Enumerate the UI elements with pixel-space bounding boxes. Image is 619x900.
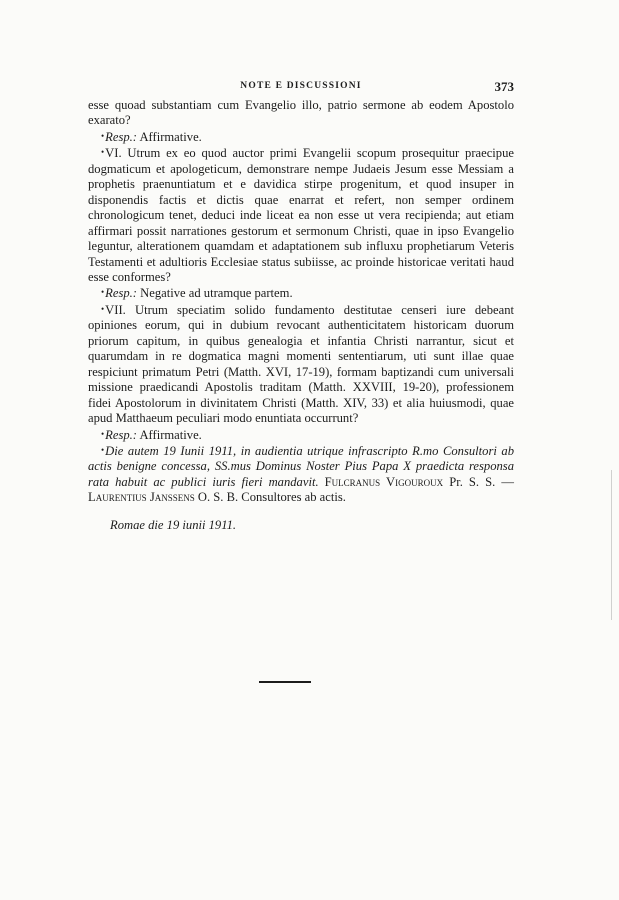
scan-margin-line: [611, 470, 612, 620]
decree-text: Die autem 19 Iunii 1911, in audientia utrique infrascripto R.mo Consultori ab actis benigne concessa, SS.mus Dominus Noster Pius Papa X praedicta responsa rata habuit ac publici iuris fieri mandavit.: [88, 443, 514, 489]
body-text: [88, 98, 514, 533]
bullet-mark: •: [101, 287, 105, 298]
response-text: Affirmative.: [136, 427, 202, 442]
running-title: NOTE E DISCUSSIONI: [240, 81, 362, 91]
response-text: Affirmative.: [136, 129, 202, 144]
page-number: 373: [494, 79, 514, 94]
spacer: [88, 506, 514, 518]
response-2: [88, 285, 514, 301]
bullet-mark: •: [101, 130, 105, 141]
response-label: Resp.:: [105, 286, 137, 301]
question-6: [88, 145, 514, 285]
bullet-mark: •: [101, 428, 105, 439]
paragraph-continuation: esse quoad substantiam cum Evangelio illo, patrio sermone ab eodem Apostolo exarato?: [88, 98, 514, 128]
signer-2-name: Laurentius Janssens: [88, 490, 195, 505]
response-3: [88, 427, 514, 443]
response-text: Negative ad utramque partem.: [136, 286, 293, 301]
date-line: Romae die 19 iunii 1911.: [110, 517, 237, 532]
signer-1-title: Pr. S. S. —: [443, 474, 514, 489]
bullet-mark: •: [101, 303, 105, 314]
closing-rule: [259, 681, 311, 683]
question-text: VII. Utrum speciatim solido fundamento destitutae censeri iure debeant opiniones eorum, qui in dubium revocant authenticitatem historicam duorum priorum capitum, in quibus genealogia et infantia Christi narrantur, sicut et quarumdam in re dogmatica magni momenti sententiarum, uti sunt illae quae respiciunt primatum Petri (Matth. XVI, 17-19), formam baptizandi cum universali missione praedicandi Apostolis traditam (Matth. XXVIII, 19-20), professionem fidei Apostolorum in divinitatem Christi (Matth. XIV, 33) et alia huiusmodi, quae apud Matthaeum peculiari modo enuntiata occurrunt?: [88, 302, 514, 426]
question-text: VI. Utrum ex eo quod auctor primi Evangelii scopum prosequitur praecipue dogmaticum et apologeticum, demonstrare nempe Judaeis Jesum esse Messiam a prophetis praenuntiatum et e davidica stirpe progenitum, et quod insuper in disponendis factis et dictis quae enarrat et refert, non semper ordinem chronologicum tenet, deduci inde liceat ea non esse ut vera recipienda; aut etiam affirmari possit narrationes gestorum et sermonum Christi, quae in ipso Evangelio leguntur, alterationem quamdam et adaptationem sub influxu prophetiarum Veteris Testamenti et adultioris Ecclesiae status subiisse, ac proinde historicae veritati haud esse conformes?: [88, 146, 514, 284]
signer-1-name: Fulcranus Vigouroux: [324, 474, 444, 489]
bullet-mark: •: [101, 147, 105, 158]
response-label: Resp.:: [105, 427, 137, 442]
response-1: [88, 129, 514, 145]
decree-paragraph: [88, 443, 514, 506]
question-7: [88, 302, 514, 427]
response-label: Resp.:: [105, 129, 137, 144]
page-header: [88, 79, 514, 97]
bullet-mark: •: [101, 444, 105, 455]
signer-2-title: O. S. B. Consultores ab actis.: [194, 490, 346, 505]
